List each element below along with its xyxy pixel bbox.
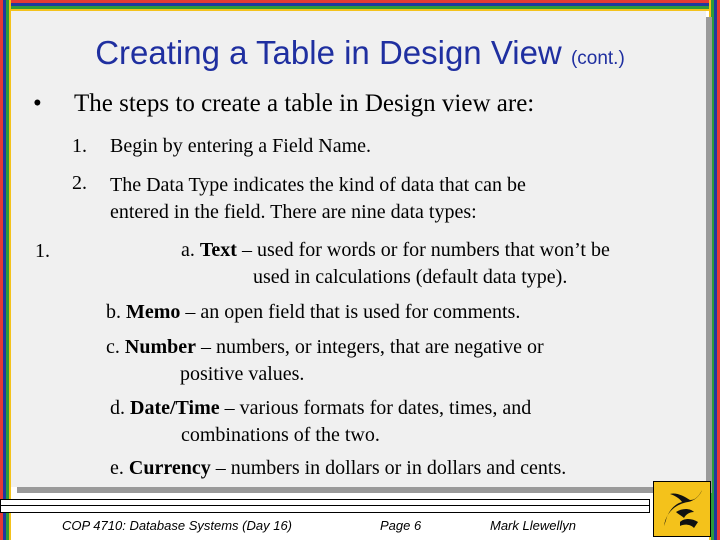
- bullet-text: The steps to create a table in Design view are:: [74, 90, 535, 117]
- border-stripe: [709, 0, 711, 540]
- item-desc: – numbers in dollars or in dollars and cents.: [210, 457, 567, 479]
- ucf-pegasus-logo-icon: [653, 481, 711, 537]
- step-text: Begin by entering a Field Name.: [110, 135, 372, 157]
- item-name: Currency: [128, 457, 211, 479]
- footer-author: Mark Llewellyn: [490, 518, 576, 533]
- item-letter: a.: [181, 239, 195, 261]
- slide-footer: [0, 499, 720, 533]
- item-name: Number: [124, 336, 196, 358]
- step-text: [110, 172, 526, 226]
- item-desc: – an open field that is used for comments.: [180, 301, 521, 323]
- border-stripe: [711, 0, 714, 540]
- item-name: Date/Time: [130, 397, 220, 419]
- step-number: 1.: [72, 135, 87, 157]
- slide-title: [0, 34, 720, 72]
- step-text-line: The Data Type indicates the kind of data that can be: [110, 174, 526, 196]
- footer-divider: [0, 505, 650, 506]
- item-letter: d.: [110, 397, 125, 419]
- item-desc-cont: used in calculations (default data type).: [253, 266, 568, 288]
- item-letter: b.: [106, 301, 121, 323]
- data-type-item: [110, 395, 531, 449]
- data-type-item: [181, 237, 610, 291]
- item-desc-cont: positive values.: [180, 363, 305, 385]
- item-desc: – various formats for dates, times, and: [219, 397, 532, 419]
- item-desc: – used for words or for numbers that won’t be: [236, 239, 610, 261]
- footer-page-number: Page 6: [380, 518, 422, 533]
- item-letter: c.: [106, 336, 120, 358]
- step-text-line: entered in the field. There are nine data types:: [110, 201, 477, 223]
- title-suffix: (cont.): [570, 48, 625, 69]
- step-number: 2.: [72, 172, 87, 194]
- item-desc: – numbers, or integers, that are negative or: [196, 336, 544, 358]
- footer-course: COP 4710: Database Systems (Day 16): [62, 518, 293, 533]
- pegasus-logo-graphic: [654, 482, 710, 536]
- item-desc-cont: combinations of the two.: [181, 424, 380, 446]
- data-type-item: [106, 334, 544, 388]
- title-main: Creating a Table in Design View: [95, 34, 562, 71]
- item-name: Text: [199, 239, 237, 261]
- stray-number: 1.: [35, 240, 50, 262]
- item-letter: e.: [110, 457, 124, 479]
- item-name: Memo: [126, 301, 181, 323]
- bullet-icon: •: [33, 90, 42, 117]
- data-type-item: [106, 299, 520, 326]
- data-type-item: [110, 455, 566, 482]
- border-stripe: [714, 0, 717, 540]
